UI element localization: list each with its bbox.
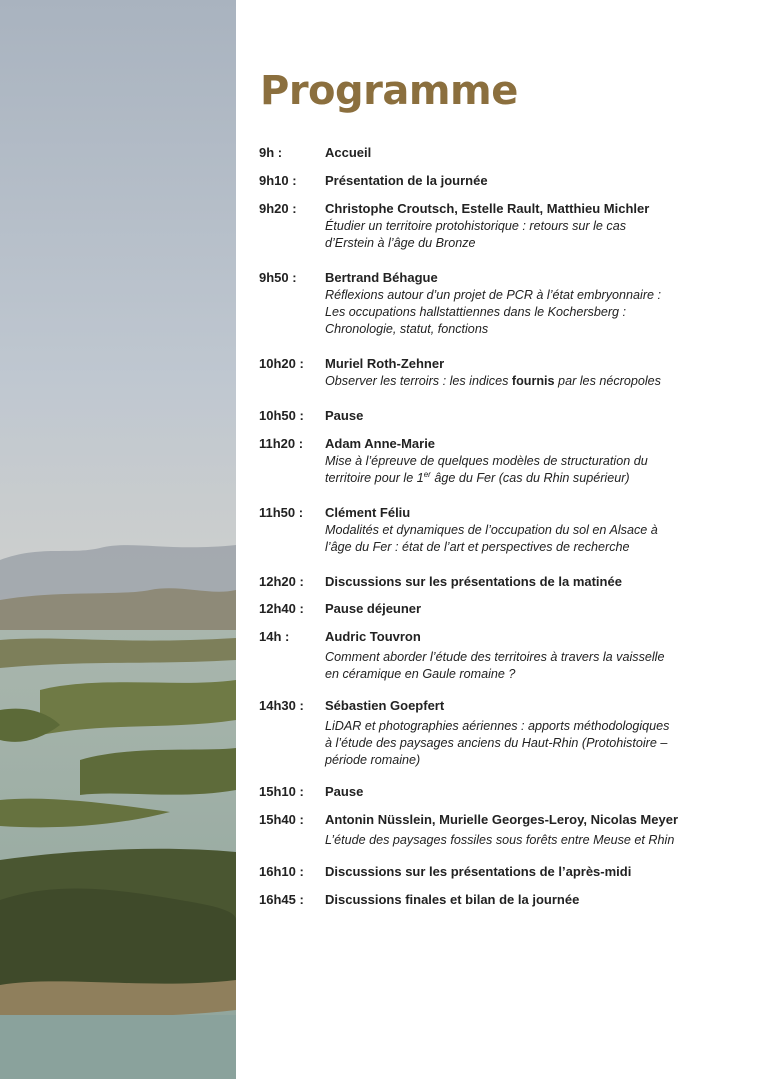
entry-time: 11h20 : [259,436,304,451]
entry-time: 12h20 : [259,574,304,589]
entry-talk-title: Étudier un territoire protohistorique : retours sur le cas d’Erstein à l’âge du Bronze [325,219,626,250]
entry-time: 10h20 : [259,356,304,371]
entry-talk-title: Mise à l’épreuve de quelques modèles de structuration du territoire pour le 1er âge du Fer (cas du Rhin supérieur) [325,454,648,485]
entry-time: 16h10 : [259,864,304,879]
entry-speaker: Accueil [325,145,372,160]
entry-speaker: Pause déjeuner [325,601,422,616]
entry-speaker: Muriel Roth-Zehner [325,356,445,371]
entry-time: 9h10 : [259,173,297,188]
entry-speaker: Bertrand Béhague [325,270,438,285]
entry-time: 9h50 : [259,270,297,285]
entry-speaker: Pause [325,784,364,799]
entry-speaker: Discussions finales et bilan de la journée [325,892,580,907]
entry-time: 14h30 : [259,698,304,713]
entry-speaker: Pause [325,408,364,423]
entry-speaker: Sébastien Goepfert [325,698,445,713]
entry-time: 16h45 : [259,892,304,907]
entry-talk-title: Modalités et dynamiques de l’occupation du sol en Alsace à l’âge du Fer : état de l’art et perspectives de recherche [325,523,658,554]
entry-talk-title: Réflexions autour d’un projet de PCR à l’état embryonnaire : Les occupations hallstattiennes dans le Kochersberg : Chronologie, statut, fonctions [325,288,662,336]
entry-speaker: Discussions sur les présentations de la matinée [325,574,622,589]
entry-time: 14h : [259,629,290,644]
entry-talk-title: Comment aborder l’étude des territoires à travers la vaisselle en céramique en Gaule romaine ? [325,650,665,681]
entry-speaker: Clément Féliu [325,505,411,520]
entry-time: 9h : [259,145,283,160]
landscape-painting [0,0,236,1079]
entry-talk-title: L’étude des paysages fossiles sous forêts entre Meuse et Rhin [325,833,675,847]
entry-time: 15h10 : [259,784,304,799]
program-panel [236,0,764,1079]
entry-time: 12h40 : [259,601,304,616]
entry-time: 15h40 : [259,812,304,827]
entry-time: 10h50 : [259,408,304,423]
entry-speaker: Antonin Nüsslein, Murielle Georges-Leroy, Nicolas Meyer [325,812,679,827]
entry-speaker: Christophe Croutsch, Estelle Rault, Matthieu Michler [325,201,650,216]
entry-talk-title: LiDAR et photographies aériennes : apports méthodologiques à l’étude des paysages anciens du Haut-Rhin (Protohistoire – période romaine) [325,719,670,767]
entry-speaker: Présentation de la journée [325,173,488,188]
entry-speaker: Adam Anne-Marie [325,436,436,451]
page-title: Programme [260,68,518,114]
entry-speaker: Audric Touvron [325,629,421,644]
entry-talk-title: Observer les terroirs : les indices fournis par les nécropoles [325,374,661,388]
entry-time: 11h50 : [259,505,304,520]
entry-time: 9h20 : [259,201,297,216]
entry-speaker: Discussions sur les présentations de l’après-midi [325,864,632,879]
